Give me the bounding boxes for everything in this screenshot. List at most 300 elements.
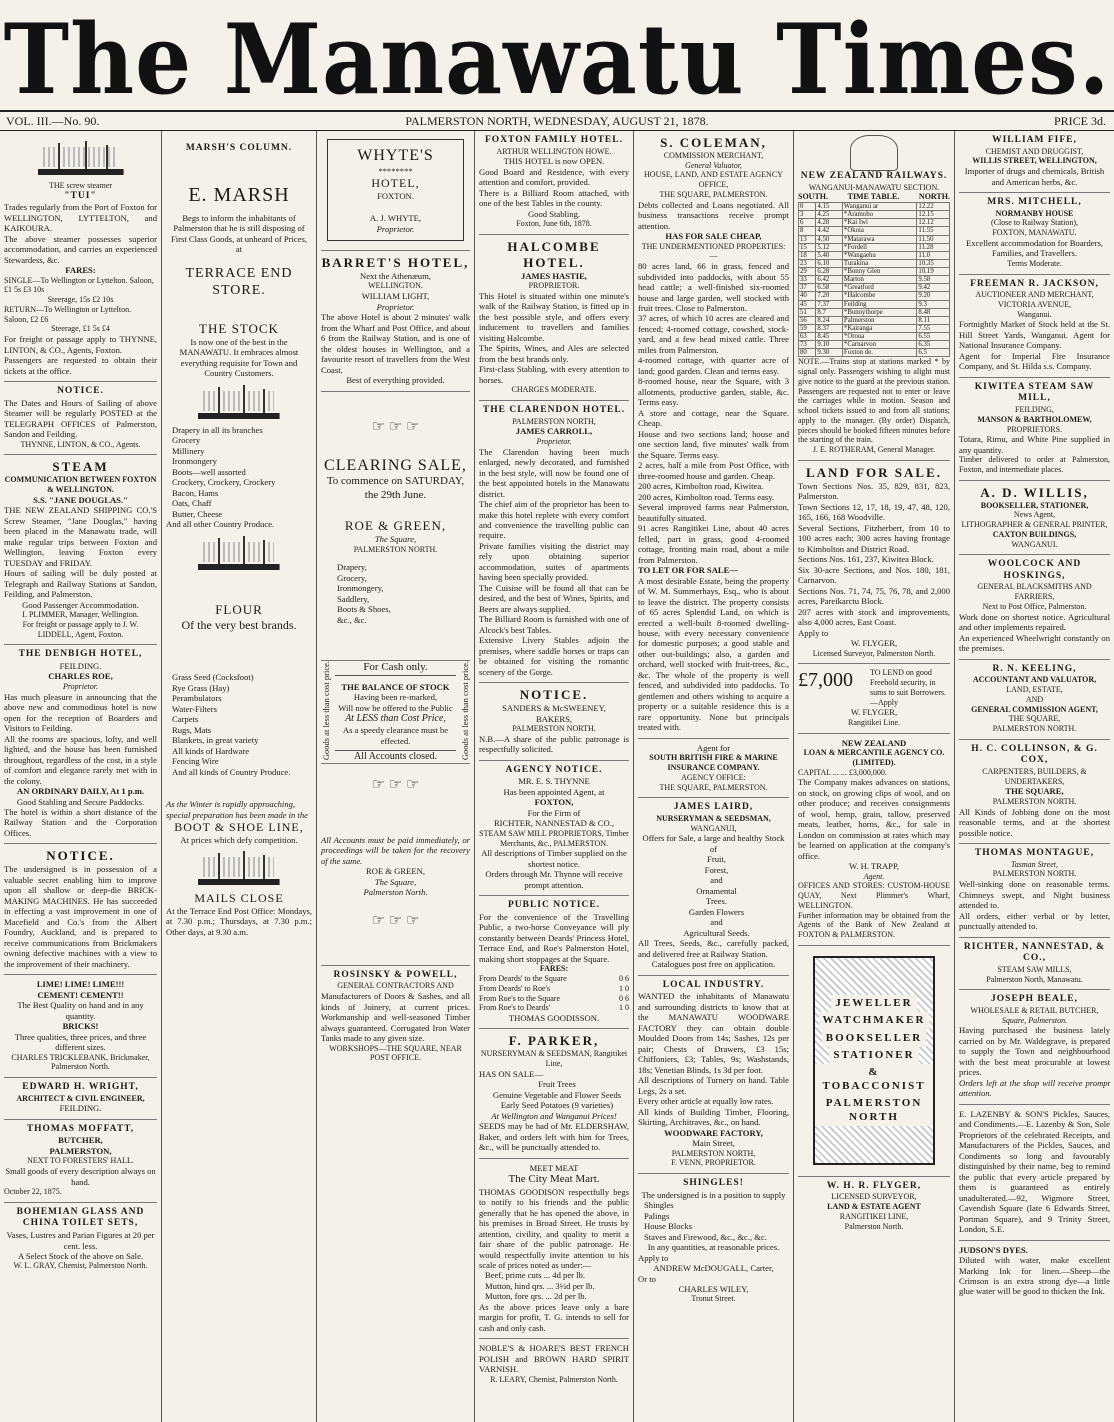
station-cell: *Bunnythorpe: [842, 308, 917, 316]
ad-text: The undersigned is in possession of a valuable secret enabling him to improve upon all shallow or deep-die BRICK-MAKING MACHINES. He has succeeded in effecting a vast improvement in one of Macefield and Co.'s from the Albert Foundry, Auckland, and is prepared to receive communications from Brickmakers owning defective machines with a view to the improvement of their machinery.: [4, 864, 157, 969]
ad-text: AUCTIONEER AND MERCHANT,: [975, 290, 1094, 300]
ad-text: The undersigned is in a position to supply: [641, 1189, 786, 1200]
ad-text: THE NEW ZEALAND SHIPPING CO.'S Screw Steamer, "Jane Douglas," having been placed in the Manawatu trade, will make regular trips between Foxton and Wellington, leaving Foxton every TUESDAY and FRIDAY.: [4, 505, 157, 568]
ad-text: WHOLESALE & RETAIL BUTCHER,: [970, 1005, 1099, 1015]
list-item: Grocery: [172, 435, 201, 446]
ad-text: PALMERSTON,: [49, 1145, 112, 1156]
ad-text: BAKERS,: [535, 713, 573, 724]
ad-subheading: HAS FOR SALE CHEAP,: [665, 231, 762, 242]
ad-heading: "TUI": [64, 190, 97, 201]
ad-text: Extensive Livery Stables adjoin the premises, where saddle horses or traps can be obtained for visiting the romantic scenery of the Gorge.: [479, 635, 629, 677]
ad-woolcock-hoskings: [959, 555, 1110, 659]
ad-text: STEAM SAW MILLS,: [997, 964, 1072, 974]
ad-text: PALMERSTON NORTH.: [992, 724, 1077, 733]
ad-text: COMMISSION MERCHANT,: [663, 150, 764, 160]
ad-text: Good Passenger Accommodation.: [22, 599, 139, 610]
list-item: Ironmongery: [172, 456, 217, 467]
property-item: 200 acres, Kimbolton road. Terms easy.: [638, 491, 775, 502]
ad-joseph-beale: [959, 990, 1110, 1104]
direction-north: NORTH.: [918, 192, 950, 202]
ad-text: WANTED the inhabitants of Manawatu and surrounding districts to know that at the MANAWATU WOODWARE FACTORY they can obtain double Moulded Doors from 14s; Sashes, 12s per pair; Chests of Drawers, £3 15s; Chiffoniers, £3; Tables, 9s; Washstands, 18s; Venetian Blinds, 1s 3d per foot.: [638, 991, 789, 1075]
ad-heading: HOTEL,: [371, 176, 420, 190]
north-time-cell: 8.11: [917, 316, 950, 324]
south-time-cell: 5.12: [816, 243, 843, 251]
ad-text: HAS ON SALE—: [479, 1068, 543, 1079]
ad-text: N.B.—A share of the public patronage is respectfully solicited.: [479, 733, 629, 755]
ad-text: RANGITIKEI LINE,: [839, 1211, 909, 1221]
south-time-cell: 4.15: [816, 203, 843, 211]
ad-subheading: GENERAL CONTRACTORS AND: [337, 981, 454, 991]
ad-text: At Wellington and Wanganui Prices!: [491, 1110, 617, 1121]
column-3: [316, 131, 474, 1422]
ad-heading: KIWITEA STEAM SAW MILL,: [974, 381, 1095, 404]
ad-signature: W. H. TRAPP,: [849, 861, 899, 872]
ad-heading: SOUTH BRITISH FIRE & MARINE INSURANCE COMPANY.: [649, 753, 778, 773]
ad-text: FOXTON.: [377, 190, 414, 201]
ad-steam-communication: [4, 455, 157, 645]
merchant-name: E. MARSH: [188, 183, 290, 206]
pointing-hands-icon: ☞ ☞ ☞: [371, 777, 420, 794]
station-cell: *Fordell: [842, 243, 917, 251]
column-5: [633, 131, 793, 1422]
ad-text: THE SQUARE, PALMERSTON.: [659, 189, 768, 199]
property-item: 200 acres, Kimbolton road, Kiwitea.: [638, 481, 764, 492]
ad-text: Proprietor.: [376, 223, 415, 234]
list-item: Millinery: [172, 445, 205, 456]
north-time-cell: 12.15: [917, 211, 950, 219]
ad-heading: WILLIAM FIFE,: [992, 135, 1077, 145]
south-time-cell: 6.58: [816, 284, 843, 292]
property-item: 80 acres land, 66 in grass, fenced and subdivided into paddocks, with about 55 head cattle; a well-finished six-roomed house and large garden, well stocked with fruit trees. Close to Palmerston.: [638, 261, 789, 313]
ad-text: Apply to: [638, 1252, 669, 1263]
ad-text: Rangitikei Line.: [848, 717, 900, 727]
station-cell: Wanganui ar: [842, 203, 917, 211]
ad-bohemian-glass: [4, 1203, 157, 1276]
ad-heading: R. N. KEELING,: [992, 663, 1077, 674]
ad-signature: W. FLYGER,: [850, 707, 898, 718]
station-cell: Feilding: [842, 300, 917, 308]
ad-text: THOMAS GOODISON respectfully begs to notify to his friends and the public generally that he has opened the above, in his premises in Broad Street. He trusts by attention, civility, and quality to merit a fair share of the public patronage. He would respectfully invite attention to his scale of prices noted as under:—: [479, 1186, 629, 1270]
list-item: and: [710, 875, 723, 886]
ad-text: The above Hotel is about 2 minutes' walk from the Wharf and Post Office, and about 6 from the Railway Station, and is one of the oldest houses in Wellington, and a favourite resort of travellers from the West Coast.: [321, 312, 470, 375]
ad-heading: S. COLEMAN,: [660, 135, 767, 150]
ad-text: Six 30-acre Sections, and Nos. 180, 181, Carnarvon.: [798, 564, 950, 586]
ad-text: At LESS than Cost Price,: [345, 713, 446, 725]
ad-text: Manufacturers of Doors & Sashes, and all kinds of Joinery, at current prices. Workmanship and well-seasoned Timber always guaranteed. Corrugated Iron Water Tanks made to any given size.: [321, 991, 470, 1044]
fare-line: SINGLE—To Wellington or Lyttelton. Saloon, £1 5s £3 10s: [4, 275, 154, 295]
railway-timetable: [798, 202, 950, 357]
ship-illustration-icon: [188, 383, 290, 421]
ad-text: PALMERSTON NORTH.: [353, 544, 438, 554]
sign-text: WATCHMAKER: [819, 1012, 930, 1029]
mileage-cell: 45: [799, 300, 816, 308]
ad-text: In any quantities, at reasonable prices.: [647, 1242, 780, 1253]
ad-heading: BRICKS!: [62, 1021, 99, 1032]
fare-line: Steerage, 15s £2 10s: [47, 295, 114, 305]
list-item: Grocery,: [337, 572, 367, 583]
ad-text: VICTORIA AVENUE,: [997, 299, 1072, 309]
ad-text: Catalogues post free on application.: [651, 959, 776, 970]
fare-price: 0 6: [619, 993, 629, 1003]
ad-heading: ROSINSKY & POWELL,: [333, 969, 458, 980]
list-item: Drapery,: [337, 562, 367, 573]
ad-heading: BARRET'S HOTEL,: [321, 255, 470, 271]
fare-line: RETURN—To Wellington or Lyttelton. Saloon, £2 £6: [4, 304, 132, 324]
ad-text: To commence on SATURDAY, the 29th June.: [326, 475, 465, 501]
ad-heading: LOAN & MERCANTILE AGENCY CO. (LIMITED).: [803, 748, 945, 767]
property-list: [638, 261, 789, 565]
column-4: [474, 131, 633, 1422]
ad-text: Town Sections Nos. 35, 829, 831, 823, Palmerston.: [798, 480, 950, 502]
store-name: TERRACE END STORE.: [185, 265, 293, 298]
list-item: Carpets: [172, 714, 199, 725]
goods-list: [479, 1079, 629, 1110]
south-time-cell: 4.50: [816, 235, 843, 243]
column-2: [161, 131, 316, 1422]
north-time-cell: 8.48: [917, 308, 950, 316]
fare-price: 1 0: [619, 983, 629, 993]
ad-text: NORMANBY HOUSE: [995, 208, 1074, 218]
fares-heading: FARES:: [65, 265, 96, 276]
ad-text: THE SQUARE, PALMERSTON.: [659, 782, 768, 792]
ad-notice-brickmaking: [4, 844, 157, 975]
ad-text: Palmerston North.: [844, 1221, 904, 1231]
south-time-cell: 6.28: [816, 268, 843, 276]
ad-text: The Company makes advances on stations, on stock, on growing clips of wool, and on other produce; and receives consignments of wool, hemp, grain, tallow, preserved meats, leather, horns, &c., for sale in London on commission at rates which may be learned on application at the company's office.: [798, 777, 950, 861]
ad-text: RICHTER, NANNESTAD & CO.,: [493, 818, 615, 829]
ad-foxton-family-hotel: [479, 131, 629, 235]
list-item: Shingles: [644, 1200, 674, 1211]
ad-parker-nursery: [479, 1029, 629, 1158]
mileage-cell: 18: [799, 251, 816, 259]
ad-local-industry: [638, 976, 789, 1174]
ad-text: PALMERSTON NORTH,: [671, 1148, 756, 1158]
ad-heading: LOCAL INDUSTRY.: [662, 979, 765, 990]
column-6: [793, 131, 954, 1422]
ad-text: WILLIS STREET, WELLINGTON,: [972, 156, 1097, 166]
ad-willis-bookseller: [959, 481, 1110, 556]
north-time-cell: 9.58: [917, 276, 950, 284]
ad-heading: FOXTON FAMILY HOTEL.: [485, 135, 623, 145]
ad-signature: CHARLES TRICKLEBANK, Brickmaker, Palmerston North.: [11, 1052, 150, 1072]
timetable-row: [799, 324, 950, 332]
ad-text: Three qualities, three prices, and three different sizes.: [14, 1031, 147, 1053]
ad-text: Square, Palmerston.: [1001, 1015, 1068, 1025]
ad-text: Of the very best brands.: [181, 617, 297, 632]
ad-mrs-mitchell: [959, 193, 1110, 275]
jeweller-sign-illustration: [813, 956, 935, 1165]
steamer-icon: [27, 139, 134, 177]
ad-signature: ANDREW McDOUGALL, Carter,: [653, 1263, 774, 1274]
ad-text: The Square,: [374, 876, 417, 887]
royal-crest-icon: [850, 135, 898, 171]
dateline: [0, 110, 1114, 131]
ad-text: THE screw steamer: [48, 181, 113, 190]
ad-text: GENERAL BLACKSMITHS AND FARRIERS,: [977, 582, 1092, 602]
ad-text: LAND, ESTATE,: [1006, 685, 1063, 694]
ad-text: Offers for Sale, a large and healthy Stock of: [642, 833, 785, 854]
pointing-hands-icon: ☞ ☞ ☞: [371, 912, 420, 929]
ad-moffatt: [4, 1120, 157, 1203]
ship-name: S.S. "JANE DOUGLAS.": [33, 494, 128, 505]
fare-row: [479, 994, 629, 1004]
side-banner-left: Goods at less than cost price.: [321, 661, 331, 761]
ad-text: Private families visiting the district may rely upon obtaining superior accommodation, suites of apartments having been specially provided.: [479, 540, 629, 583]
ad-text: Next to Post Office, Palmerston.: [982, 601, 1087, 611]
ad-nobles-polish: [479, 1339, 629, 1389]
fare-row: [479, 1003, 629, 1013]
ad-heading: STEAM: [52, 459, 109, 475]
fare-price: 1 0: [619, 1003, 629, 1013]
north-time-cell: 10.19: [917, 268, 950, 276]
ad-text: At the Terrace End Post Office: Mondays, at 7.30 p.m.; Thursdays, at 7.30 p.m.; Other days, at 9.30 a.m.: [166, 905, 312, 937]
ad-text: Good Stabling.: [527, 208, 581, 219]
ad-text: PALMERSTON NORTH.: [992, 796, 1077, 806]
fare-route: From Deards' to Roe's: [479, 983, 551, 993]
ad-text: The Clarendon having been much enlarged, newly decorated, and furnished in the best style, will now be found one of the best appointed hotels in the Manawatu district.: [479, 446, 629, 499]
ad-keeling: [959, 660, 1110, 740]
ad-text: THIS HOTEL is now OPEN.: [503, 156, 605, 167]
ad-text: First-class Stabling, with every attention to horses.: [479, 364, 629, 385]
ad-text: A most desirable Estate, being the property of W. M. Summerhays, Esq., who is about to leave the district. The property consists of 65 acres Splendid Land, on which is erected a well-built 8-roomed dwelling-house, with every necessary convenience for domestic purposes; a good stable and other out-buildings; also, a garden and orchard, well stocked with fruit-trees, &c., &c. The whole of the property is well fenced, and subdivided into paddocks. To gentlemen and others wishing to acquire a property or a suitable residence this is a rare opportunity. None but principals treated with.: [638, 575, 789, 733]
station-cell: *Kairanga: [842, 324, 917, 332]
ad-heading: EDWARD H. WRIGHT,: [22, 1082, 139, 1093]
ad-denbigh-hotel: [4, 645, 157, 844]
ad-public-notice: [479, 896, 629, 1029]
ad-text: Having been re-marked,: [353, 692, 438, 703]
ad-signature: CHARLES WILEY,: [678, 1283, 749, 1294]
list-item: Water-Filters: [172, 703, 217, 714]
sign-text: PALMERSTON NORTH: [815, 1095, 933, 1126]
list-item: And all kinds of Country Produce.: [172, 766, 291, 777]
ad-text: CARPENTERS, BUILDERS, & UNDERTAKERS,: [982, 766, 1087, 786]
north-time-cell: 6.35: [917, 341, 950, 349]
ad-text: (Close to Railway Station),: [990, 218, 1079, 228]
ad-signature: F. VENN, PROPRIETOR.: [671, 1158, 756, 1168]
ad-text: CAPITAL ... ... £3,000,000.: [798, 767, 887, 777]
station-cell: *Kai Iwi: [842, 219, 917, 227]
ad-heading: AGENCY NOTICE.: [505, 764, 603, 775]
ad-text: Main Street,: [692, 1138, 735, 1149]
ad-text: THE BALANCE OF STOCK: [341, 681, 450, 692]
ad-text: AGENCY OFFICE:: [681, 772, 746, 782]
list-item: Fruit Trees: [538, 1079, 576, 1090]
ad-tui-steamer: [4, 131, 157, 382]
fare-route: From Roe's to the Square: [479, 993, 560, 1003]
ad-text: Has much pleasure in announcing that the above new and commodious hotel is now open for the reception of Boarders and Visitors to Feilding.: [4, 691, 157, 734]
ad-text: Is now one of the best in the MANAWATU. It embraces almost everything requisite for Town and Country Customers.: [179, 336, 299, 379]
station-cell: Turakina: [842, 259, 917, 267]
list-item: Grass Seed (Cocksfoot): [172, 672, 254, 683]
ad-barrets-hotel: [321, 251, 470, 391]
ad-clearing-sale: [321, 392, 470, 662]
property-item: House and two sections land; house and one section land, five minutes' walk from the Square. Terms easy.: [638, 428, 789, 460]
ad-heading: NOBLE'S & HOARE'S BEST FRENCH POLISH and BROWN HARD SPIRIT VARNISH.: [479, 1343, 629, 1375]
ad-text: An experienced Wheelwright constantly on the premises.: [959, 632, 1110, 654]
ad-text: TO LEND on good Freehold security, in sums to suit Borrowers.—Apply: [870, 668, 946, 707]
ad-money-to-lend: [798, 664, 950, 733]
ad-heading: THOMAS MONTAGUE,: [974, 848, 1095, 859]
ad-text: THE SQUARE,: [1008, 714, 1061, 724]
mileage-cell: 13: [799, 235, 816, 243]
north-time-cell: 6.5: [917, 349, 950, 357]
ad-heading: FREEMAN R. JACKSON,: [970, 278, 1099, 289]
ad-heading: JAMES LAIRD,: [673, 802, 754, 813]
timetable-row: [799, 284, 950, 292]
ad-whytes-hotel: [321, 131, 470, 251]
price-item: Mutton, fore qrs. ... 2d per lb.: [485, 1291, 587, 1302]
ad-text: WELLINGTON.: [368, 281, 423, 291]
ad-text: This Hotel is situated within one minute's walk of the Railway Station, is fitted up in the best possible style, and offers every inducement to travellers and families visiting Halcombe.: [479, 290, 629, 343]
ad-text: CHARGES MODERATE.: [511, 385, 597, 395]
fare-row: [479, 974, 629, 984]
south-time-cell: 4.28: [816, 219, 843, 227]
ad-text: Well-sinking done on reasonable terms. Chimneys swept, and Night business attended to.: [959, 879, 1110, 911]
proprietor-name: JAMES HASTIE,: [521, 270, 587, 281]
ad-signature: W. L. GRAY, Chemist, Palmerston North.: [13, 1261, 148, 1271]
mileage-cell: 29: [799, 268, 816, 276]
ad-text: LITHOGRAPHER & GENERAL PRINTER,: [961, 520, 1108, 530]
list-item: Fruit,: [707, 854, 726, 865]
station-cell: Foxton de.: [842, 349, 917, 357]
ad-text: NURSERYMAN & SEEDSMAN, Rangitikei Line,: [480, 1049, 628, 1069]
ad-text: Timber delivered to order at Palmerston, Foxton, and intermediate places.: [959, 455, 1110, 474]
list-item: Ironmongery,: [337, 583, 384, 594]
ad-text: Palmerston North, Manawatu.: [986, 974, 1083, 984]
ad-text: Importer of drugs and chemicals, British and American herbs, &c.: [964, 166, 1105, 187]
ship-illustration-icon: [188, 849, 290, 887]
mileage-cell: 3: [799, 211, 816, 219]
price-list: [479, 1270, 629, 1301]
ad-text: Further information may be obtained from the Agents of the Bank of New Zealand at FOXTON & PALMERSTON.: [798, 910, 950, 940]
south-time-cell: 6.42: [816, 276, 843, 284]
place-date: PALMERSTON NORTH, WEDNESDAY, AUGUST 21, 1878.: [405, 114, 709, 128]
north-time-cell: 12.12: [917, 219, 950, 227]
ad-insurance-agent: [638, 739, 789, 798]
proprietor-name: ARTHUR WELLINGTON HOWE.: [496, 146, 612, 156]
ad-text: Orders left at the shop will receive prompt attention.: [959, 1077, 1110, 1099]
timetable-row: [799, 211, 950, 219]
north-time-cell: 10.35: [917, 259, 950, 267]
ad-date: Foxton, June 6th, 1878.: [516, 219, 592, 229]
ad-text: And all other Country Produce.: [166, 519, 275, 530]
ad-railways: [798, 131, 950, 461]
timetable-row: [799, 292, 950, 300]
newspaper-title: The Manawatu Times.: [3, 1, 1111, 117]
ad-text: The above steamer possesses superior accommodation, and carries an experienced Stewardess, &c.: [4, 233, 157, 265]
side-banner-right: Goods at less than cost price.: [459, 661, 470, 761]
ad-heading: JOSEPH BEALE,: [991, 994, 1078, 1005]
ad-marsh-column: [166, 131, 312, 942]
mileage-cell: 40: [799, 292, 816, 300]
column-1: [0, 131, 161, 1422]
ad-for-cash-only: [321, 661, 470, 764]
ad-text: Every other article at equally low rates.: [638, 1096, 774, 1107]
ad-text: PROPRIETOR.: [528, 281, 580, 291]
ad-text: The Square,: [374, 534, 417, 545]
ad-text: All Trees, Seeds, &c., carefully packed, and delivered free at Railway Station.: [638, 938, 789, 959]
fare-line: Steerage, £1 5s £4: [51, 324, 110, 334]
timetable-row: [799, 316, 950, 324]
ad-heading: BOHEMIAN GLASS AND CHINA TOILET SETS,: [16, 1206, 145, 1229]
ad-sanders-bakers: [479, 683, 629, 761]
ad-nz-loan-mercantile: [798, 734, 950, 946]
ad-text: As a speedy clearance must be effected.: [342, 725, 449, 746]
ad-text: The hotel is within a short distance of the Railway Station and the Corporation Offices.: [4, 806, 157, 838]
ad-text: WANGANUI,: [690, 823, 737, 833]
column-heading: MARSH'S COLUMN.: [185, 143, 293, 153]
south-time-cell: 4.42: [816, 227, 843, 235]
ad-text: All Accounts closed.: [335, 750, 456, 763]
ad-heading: W. H. R. FLYGER,: [826, 1180, 922, 1191]
ad-text: MANSON & BARTHOLOMEW,: [977, 414, 1092, 424]
ad-text: All Kinds of Jobbing done on the most reasonable terms, and at the shortest possible notice.: [959, 806, 1110, 838]
sign-text: STATIONER: [829, 1047, 918, 1064]
list-item: Forest,: [704, 864, 729, 875]
timetable-row: [799, 300, 950, 308]
north-time-cell: 9.20: [917, 292, 950, 300]
ad-text: The Best Quality on hand and in any quantity.: [17, 1000, 144, 1021]
ad-text: GENERAL COMMISSION AGENT,: [971, 704, 1098, 714]
ad-heading: PUBLIC NOTICE.: [507, 900, 601, 911]
timetable-row: [799, 251, 950, 259]
ad-text: Proprietor.: [536, 436, 572, 446]
ad-halcombe-hotel: [479, 235, 629, 401]
mileage-cell: 15: [799, 243, 816, 251]
north-time-cell: 9.42: [917, 284, 950, 292]
columns: [0, 131, 1114, 1422]
ad-text: NOTE.—Trains stop at stations marked * by signal only. Passengers wishing to alight must give notice to the guard at the previous station. Passengers are requested not to enter or leave the carriages while in motion. Season and school tickets issued to and from all stations; apply to the manager. (By order) Dispatch, pieces should be booked fifteen minutes before the starting of the train.: [798, 357, 950, 445]
ad-meet-meat: [479, 1159, 629, 1340]
column-7: [954, 131, 1114, 1422]
ad-signature: ROE & GREEN,: [366, 866, 425, 877]
south-time-cell: 8.24: [816, 316, 843, 324]
list-item: Early Seed Potatoes (9 varieties): [500, 1100, 614, 1111]
list-item: Staves and Firewood, &c., &c., &c.: [644, 1231, 767, 1242]
ad-text: BOOKSELLER, STATIONER,: [980, 500, 1089, 510]
north-time-cell: 11.0: [917, 251, 950, 259]
ad-lime: [4, 975, 157, 1078]
south-time-cell: 7.20: [816, 292, 843, 300]
ad-text: General Valuator,: [685, 160, 742, 170]
list-item: and: [710, 917, 723, 928]
ad-text: All orders, either verbal or by letter, punctually attended to.: [959, 910, 1110, 932]
ad-text: Best of everything provided.: [346, 375, 445, 386]
ad-text: CAXTON BUILDINGS,: [992, 529, 1077, 539]
mileage-cell: 23: [799, 259, 816, 267]
ad-text: A Select Stock of the above on Sale.: [17, 1250, 144, 1261]
direction-south: SOUTH.: [798, 192, 829, 202]
ad-text: For freight or passage apply to THYNNE, LINTON, & CO., Agents, Foxton.: [4, 334, 157, 355]
ad-collinson-cox: [959, 740, 1110, 844]
ad-heading: BOOT & SHOE LINE,: [174, 820, 304, 834]
ad-judsons-dyes: [959, 1241, 1110, 1302]
ad-text: News Agent,: [1013, 510, 1056, 520]
ad-text: Trades regularly from the Port of Foxton for WELLINGTON, LYTTELTON, and KAIKOURA.: [4, 202, 157, 234]
station-cell: *Greatford: [842, 284, 917, 292]
south-time-cell: 9.10: [816, 341, 843, 349]
ad-text: 207 acres with stock and improvements, also 4,000 acres, East Coast.: [798, 606, 950, 628]
ad-text: All Accounts must be paid immediately, or proceedings will be taken for the recovery of the same.: [321, 834, 470, 866]
ad-text: There is a Billiard Room attached, with one of the best Tables in the county.: [479, 187, 629, 209]
proprietor-name: WILLIAM LIGHT,: [361, 291, 430, 302]
ad-signature: J. E. ROTHERAM, General Manager.: [812, 445, 936, 455]
timetable-row: [799, 219, 950, 227]
pointing-hands-icon: ☞ ☞ ☞: [371, 418, 420, 435]
south-time-cell: 7.37: [816, 300, 843, 308]
south-time-cell: 8.7: [816, 308, 843, 316]
mileage-cell: 73: [799, 341, 816, 349]
